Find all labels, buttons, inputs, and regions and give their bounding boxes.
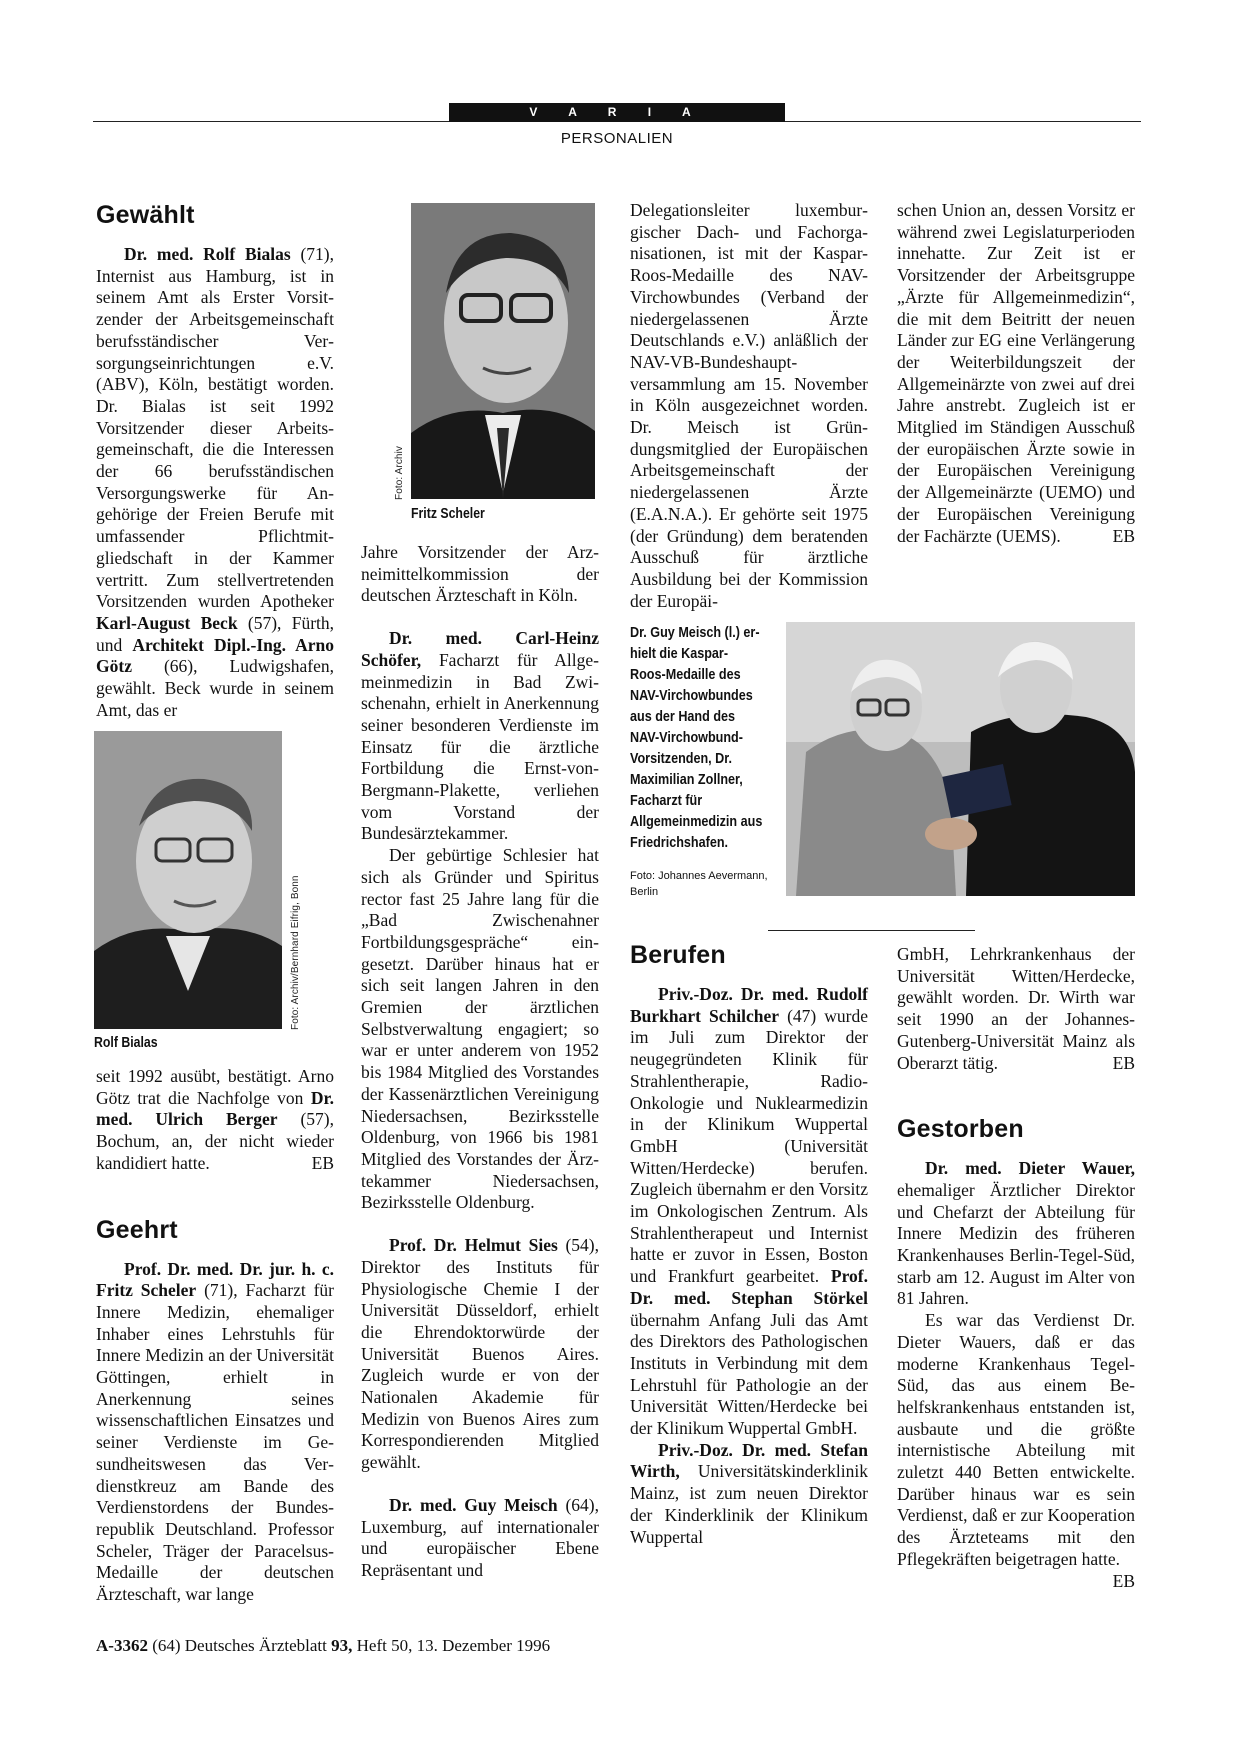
paragraph-meisch-end: schen Union an, dessen Vorsitz er während zwei Legislaturperioden innehatte. Zur Zeit ist er Vorsitzender der Arbeitsgruppe „Ärzte für Allgemeinmedizin“, die mit dem Beitritt der neuen Länder zur EG eine Verlängerung der Weiterbildungszeit der Allgemeinärzte von zwei auf drei Jahre anstrebt. Zugleich ist er Mitglied im Ständigen Ausschuß der europäischen Ärzte sowie in der Europäischen Vereinigung der Allgemeinärzte (UEMO) und der Europäischen Vereinigung der Fachärzte (UEMS). EB: [897, 200, 1135, 546]
column-4: [897, 200, 1135, 547]
section-banner: V A R I A: [449, 103, 785, 122]
column-1: [96, 200, 334, 721]
paragraph-schoefer-2: Der gebürtige Schlesier hat sich als Gründer und Spiritus rector fast 25 Jahre lang für die „Bad Zwischenahner Fortbildungsgespräche“ eingesetzt. Darüber hinaus hat er sich seit langen Jahren in den Gremien der ärztlichen Selbstverwaltung engagiert; so war er unter anderem von 1952 bis 1984 Mitglied des Vorstandes der Kassenärztlichen Vereinigung Niedersachsen, Bezirksstelle Oldenburg, von 1966 bis 1981 Mitglied des Vorstandes der Ärztekammer Niedersachsen, Bezirksstelle Oldenburg.: [361, 845, 599, 1213]
photo-credit-scheler: Foto: Archiv: [394, 446, 405, 500]
paragraph-meisch: Dr. med. Guy Meisch (64), Luxemburg, auf internationaler und europäischer Ebene Repräsentant und: [361, 1494, 599, 1580]
paragraph-schilcher: Priv.-Doz. Dr. med. Rudolf Burkhart Schilcher (47) wurde im Juli zum Direktor der neugegründeten Klinik für Strahlentherapie, Radio-Onkologie und Nuklearmedizin in der Klinikum Wuppertal GmbH (Universität Witten/Herdecke) berufen. Zugleich übernahm er den Vorsitz im Onkologischen Zentrum. Als Strahlentherapeut und Internist hatte er zuvor in Essen, Boston und Frankfurt gearbeitet. Prof. Dr. med. Stephan Störkel übernahm Anfang Juli das Amt des Direktors des Pathologischen Instituts in Verbindung mit dem Lehrstuhl für Pathologie an der Universität Witten/Herdecke bei der Klinikum Wuppertal GmbH.: [630, 984, 869, 1439]
paragraph-bialas: Dr. med. Rolf Bialas (71), Internist aus Hamburg, ist in seinem Amt als Erster Vorsitzender der Arbeitsgemeinschaft berufsständischer Versorgungseinrichtungen e.V. (ABV), Köln, bestätigt worden. Dr. Bialas ist seit 1992 Vorsitzender dieser Arbeitsgemeinschaft, die die Interessen der 66 berufsständischen Versorgungswerke für Angehörige der Freien Berufe mit umfassender Pflichtmitgliedschaft in der Kammer vertritt. Zum stellvertretenden Vorsitzenden wurden Apotheker Karl-August Beck (57), Fürth, und Architekt Dipl.-Ing. Arno Götz (66), Ludwigshafen, gewählt. Beck wurde in seinem Amt, das er: [96, 244, 335, 720]
page-footer: A-3362 (64) Deutsches Ärzteblatt 93, Heft 50, 13. Dezember 1996: [96, 1636, 551, 1655]
paragraph-wirth: Priv.-Doz. Dr. med. Stefan Wirth, Universitätskinderklinik Mainz, ist zum neuen Direktor der Kinderklinik der Klinikum Wuppertal: [630, 1439, 868, 1547]
caption-fritz-scheler: Fritz Scheler: [411, 505, 485, 522]
paragraph-wauer-2: Es war das Verdienst Dr. Dieter Wauers, daß er das moderne Krankenhaus Tegel-Süd, das aus einem Behelfskrankenhaus entstanden ist, ausbaute und die größte internistische Abteilung mit zuletzt 440 Betten entwickelte. Darüber hinaus war es sein Verdienst, daß er zur Kooperation des Ärzteteams mit den Pflegekräften beigetragen hatte. EB: [897, 1310, 1135, 1591]
column-1-lower: [96, 1066, 334, 1606]
section-separator: [768, 930, 975, 931]
heading-geehrt: Geehrt: [96, 1215, 178, 1244]
photo-credit-meisch: Foto: Johannes Aevermann, Berlin: [630, 870, 768, 898]
paragraph-sies: Prof. Dr. Helmut Sies (54), Direktor des Instituts für Physiologische Chemie I der Universität Düsseldorf, erhielt die Ehrendoktorwürde der Universität Buenos Aires. Zugleich wurde er von der Nationalen Akademie für Medizin von Buenos Aires zum Korrespondierenden Mitglied gewählt.: [361, 1235, 600, 1473]
paragraph-wauer: Dr. med. Dieter Wauer, ehemaliger Ärztlicher Direktor und Chefarzt der Abteilung für Innere Medizin des früheren Krankenhauses Berlin-Tegel-Süd, starb am 12. August im Alter von 81 Jahren.: [897, 1158, 1135, 1309]
column-2: [361, 542, 599, 1582]
paragraph-scheler: Prof. Dr. med. Dr. jur. h. c. Fritz Scheler (71), Facharzt für Innere Medizin, ehemaliger Inhaber eines Lehrstuhls für Innere Medizin an der Universität Göttingen, erhielt in Anerkennung seines wissenschaftlichen Einsatzes und seiner Verdienste im Gesundheitswesen das Verdienstkreuz am Bande des Verdienstordens der Bundesrepublik Deutschland. Professor Scheler, Träger der Paracelsus-Medaille der deutschen Ärzteschaft, war lange: [96, 1258, 334, 1605]
column-3: [630, 200, 868, 612]
paragraph-scheler-cont: Jahre Vorsitzender der Arzneimittelkommission der deutschen Ärzteschaft in Köln.: [361, 542, 599, 606]
paragraph-wirth-end: GmbH, Lehrkrankenhaus der Universität Witten/Herdecke, gewählt worden. Dr. Wirth war seit 1990 an der Johannes-Gutenberg-Universität Mainz als Oberarzt tätig. EB: [897, 944, 1135, 1073]
column-4-lower: [897, 944, 1135, 1592]
heading-gestorben: Gestorben: [897, 1115, 1024, 1144]
paragraph-goetz: seit 1992 ausübt, bestätigt. Arno Götz trat die Nachfolge von Dr. med. Ulrich Berger (57), Bochum, an, der nicht wieder kandidiert hatte. EB: [96, 1066, 335, 1173]
paragraph-meisch-cont: Delegationsleiter luxemburgischer Dach- und Fachorganisationen, ist mit der Kaspar-Roos-Medaille des NAV-Virchowbundes (Verband der niedergelassenen Ärzte Deutschlands e.V.) anläßlich der NAV-VB-Bundeshauptversammlung am 15. November in Köln ausgezeichnet worden. Dr. Meisch ist Gründungsmitglied der Europäischen Arbeitsgemeinschaft der niedergelassenen Ärzte (E.A.N.A.). Er gehörte seit 1975 (der Gründung) dem beratenden Ausschuß für ärztliche Ausbildung bei der Kommission der Europäi-: [630, 200, 868, 611]
caption-meisch: Dr. Guy Meisch (l.) erhielt die Kaspar-Roos-Medaille des NAV-Virchowbundes aus der Hand des NAV-Virchowbund-Vorsitzenden, Dr. Maximilian Zollner, Facharzt für Allgemeinmedizin aus Friedrichshafen.: [630, 624, 763, 851]
photo-rolf-bialas: [94, 731, 282, 1029]
photo-fritz-scheler: [411, 203, 595, 499]
heading-gewaehlt: Gewählt: [96, 201, 195, 229]
photo-guy-meisch: [786, 622, 1135, 896]
subsection-label: PERSONALIEN: [560, 130, 674, 147]
column-3-lower: [630, 940, 868, 1548]
page-number: A-3362: [96, 1636, 148, 1655]
paragraph-schoefer: Dr. med. Carl-Heinz Schöfer, Facharzt für Allgemeinmedizin in Bad Zwischenahn, erhielt in Anerkennung seiner besonderen Verdienste im Einsatz für die ärztliche Fortbildung die Ernst-von-Bergmann-Plakette, verliehen vom Vorstand der Bundesärztekammer.: [361, 628, 599, 844]
photo-credit-bialas: Foto: Archiv/Bernhard Eifrig, Bonn: [290, 875, 301, 1030]
heading-berufen: Berufen: [630, 941, 726, 969]
caption-rolf-bialas: Rolf Bialas: [94, 1034, 158, 1051]
